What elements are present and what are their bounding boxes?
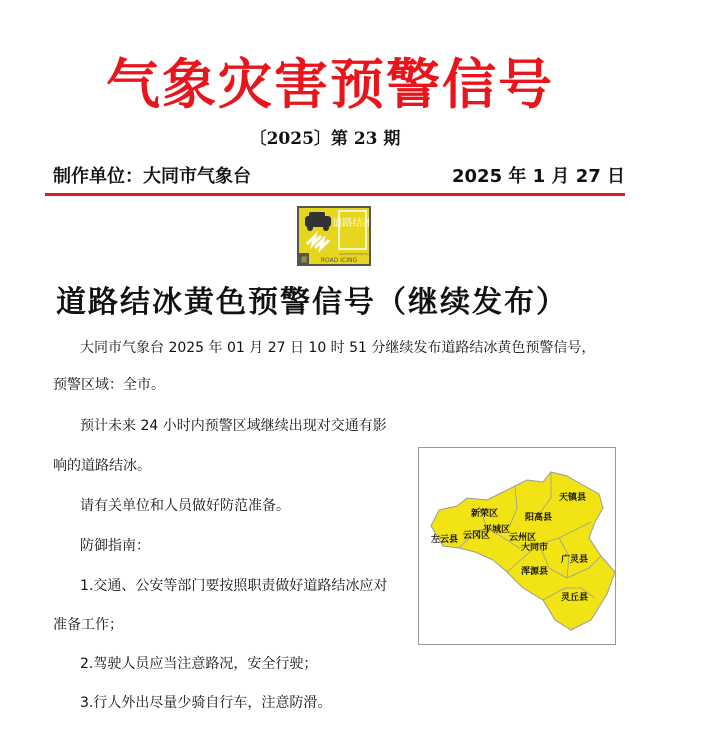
county-label: 大同市 [521, 543, 549, 553]
main-title: 气象灾害预警信号 [106, 52, 554, 116]
sign-label-en: ROAD ICING [320, 257, 358, 264]
svg-text:道路结冰: 道路结冰 [332, 218, 369, 229]
body-paragraph-1-line-2: 预警区域：全市。 [53, 377, 165, 393]
level-label: 黄 [300, 256, 308, 264]
county-label: 浑源县 [521, 567, 549, 577]
guide-item-2: 2.驾驶人员应当注意路况，安全行驶； [80, 656, 318, 672]
body-paragraph-3: 请有关单位和人员做好防范准备。 [80, 498, 290, 514]
warning-area-map [418, 447, 616, 645]
body-paragraph-2-line-1: 预计未来 24 小时内预警区域继续出现对交通有影 [80, 418, 387, 434]
county-label: 左云县 [431, 535, 459, 545]
county-label: 新荣区 [471, 509, 499, 519]
signal-title: 道路结冰黄色预警信号（继续发布） [56, 285, 568, 320]
county-label: 灵丘县 [561, 593, 589, 603]
divider-line [45, 193, 625, 196]
datong-map [419, 448, 615, 644]
guide-title: 防御指南： [80, 538, 150, 554]
county-label: 广灵县 [561, 555, 589, 565]
issue-number: 〔2025〕第 23 期 [249, 129, 401, 149]
guide-item-3: 3.行人外出尽量少骑自行车，注意防滑。 [80, 695, 332, 711]
county-label: 阳高县 [525, 513, 553, 523]
issuer: 制作单位：大同市气象台 [53, 166, 251, 187]
guide-item-1-line-1: 1.交通、公安等部门要按照职责做好道路结冰应对 [80, 578, 388, 594]
county-label: 平城区 [483, 525, 511, 535]
county-label: 云冈区 [463, 531, 491, 541]
road-icing-sign-graphic [299, 208, 369, 264]
county-label: 云州区 [509, 533, 537, 543]
body-paragraph-2-line-2: 响的道路结冰。 [53, 458, 151, 474]
issue-date: 2025 年 1 月 27 日 [452, 166, 626, 187]
county-label: 天镇县 [559, 493, 587, 503]
guide-item-1-line-2: 准备工作； [53, 617, 123, 633]
road-icing-yellow-warning-icon [297, 206, 371, 266]
body-paragraph-1-line-1: 大同市气象台 2025 年 01 月 27 日 10 时 51 分继续发布道路结冰黄色预警信号， [80, 340, 596, 356]
